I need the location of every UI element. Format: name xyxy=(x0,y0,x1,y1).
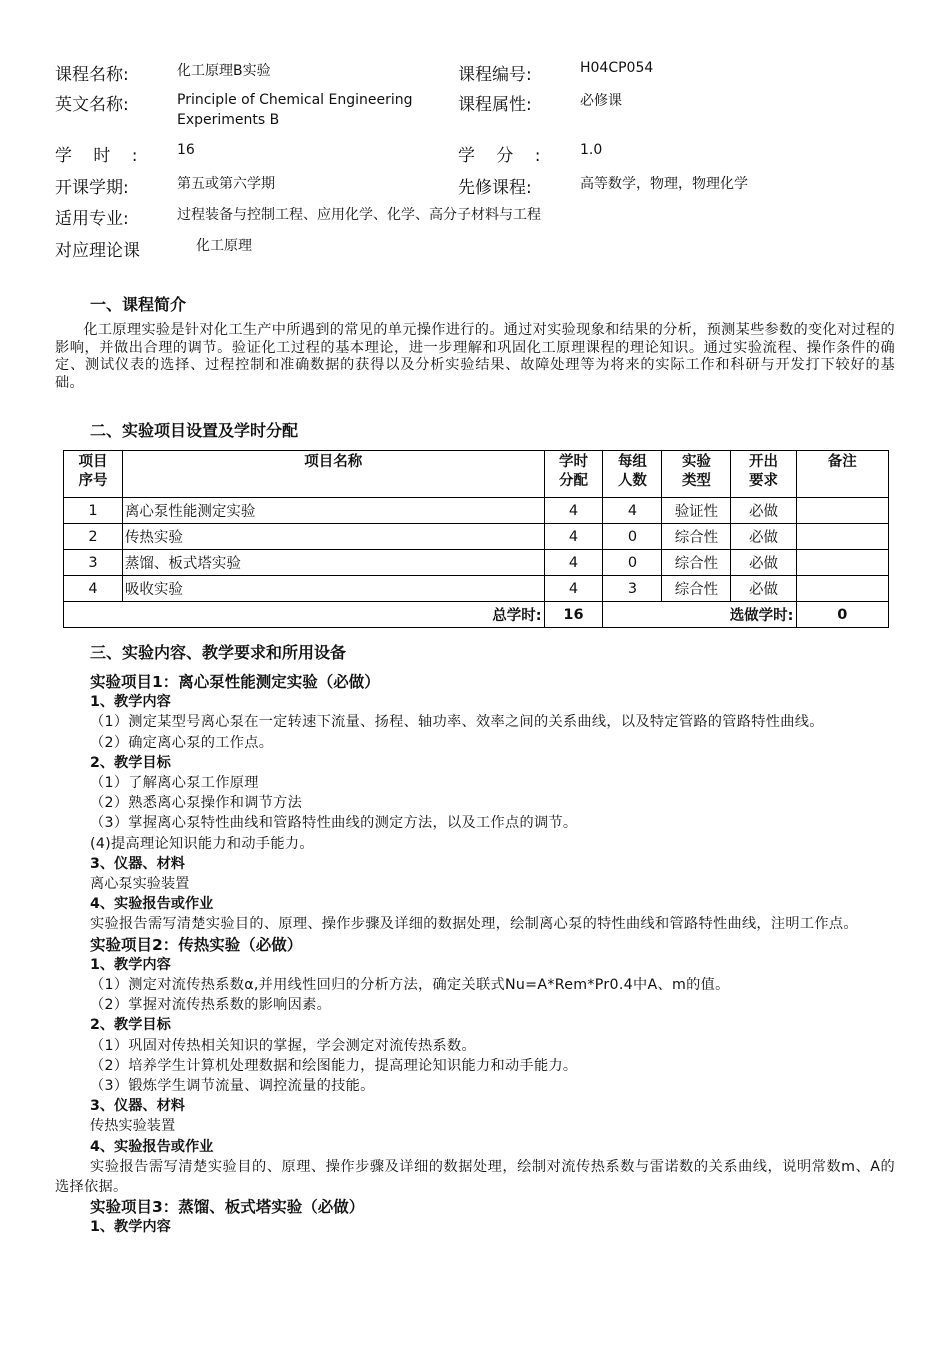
project1-goal-3: （3）掌握离心泵特性曲线和管路特性曲线的测定方法，以及工作点的调节。 xyxy=(90,815,578,832)
col-header-name: 项目名称 xyxy=(122,451,544,498)
course-attr-value: 必修课 xyxy=(580,93,622,109)
hours-value: 16 xyxy=(177,142,195,158)
prereq-value: 高等数学，物理，物理化学 xyxy=(580,176,748,192)
cell-no: 3 xyxy=(64,550,123,576)
project2-equipment: 传热实验装置 xyxy=(90,1118,176,1135)
project1-goal-1: （1）了解离心泵工作原理 xyxy=(90,775,259,792)
project1-report: 实验报告需写清楚实验目的、原理、操作步骤及详细的数据处理，绘制离心泵的特性曲线和管路特性曲线，注明工作点。 xyxy=(90,916,858,933)
cell-no: 4 xyxy=(64,576,123,602)
project1-goal-4: (4)提高理论知识能力和动手能力。 xyxy=(90,835,314,852)
table-row xyxy=(64,550,889,576)
project2-report-heading: 4、实验报告或作业 xyxy=(90,1138,214,1155)
english-name-value: Principle of Chemical Engineering Experiments B xyxy=(177,92,413,128)
cell-name: 传热实验 xyxy=(122,524,544,550)
table-header-row xyxy=(64,451,889,498)
theory-course-value: 化工原理 xyxy=(196,238,252,254)
course-code-label: 课程编号: xyxy=(458,65,532,85)
credit-label: 学 分 : xyxy=(458,146,549,166)
section3-title: 三、实验内容、教学要求和所用设备 xyxy=(90,643,347,662)
cell-note xyxy=(796,524,889,550)
major-value: 过程装备与控制工程、应用化学、化学、高分子材料与工程 xyxy=(177,207,541,223)
total-hours-label: 总学时: xyxy=(64,602,545,628)
cell-group: 0 xyxy=(603,524,662,550)
cell-name: 蒸馏、板式塔实验 xyxy=(122,550,544,576)
project1-goal-2: （2）熟悉离心泵操作和调节方法 xyxy=(90,795,303,812)
project1-content-1: （1）测定某型号离心泵在一定转速下流量、扬程、轴功率、效率之间的关系曲线，以及特定管路的管路特性曲线。 xyxy=(90,714,824,731)
table-total-row xyxy=(64,602,889,628)
cell-note xyxy=(796,576,889,602)
section1-title: 一、课程简介 xyxy=(90,295,187,314)
english-name-label: 英文名称: xyxy=(55,95,129,115)
course-code-value: H04CP054 xyxy=(580,60,654,76)
cell-req: 必做 xyxy=(731,498,796,524)
project2-equipment-heading: 3、仪器、材料 xyxy=(90,1098,185,1115)
section3-body xyxy=(55,672,895,1238)
project2-goal-2: （2）培养学生计算机处理数据和绘图能力，提高理论知识能力和动手能力。 xyxy=(90,1057,578,1074)
project2-content-1: （1）测定对流传热系数α,并用线性回归的分析方法，确定关联式Nu=A*Rem*Pr0.4中A、m的值。 xyxy=(90,977,730,994)
col-header-type: 实验类型 xyxy=(662,451,731,498)
col-header-no: 项目序号 xyxy=(64,451,123,498)
cell-type: 综合性 xyxy=(662,550,731,576)
section2-title: 二、实验项目设置及学时分配 xyxy=(90,421,299,440)
cell-group: 3 xyxy=(603,576,662,602)
semester-label: 开课学期: xyxy=(55,178,129,198)
table-row xyxy=(64,576,889,602)
project2-report: 实验报告需写清楚实验目的、原理、操作步骤及详细的数据处理，绘制对流传热系数与雷诺数的关系曲线，说明常数m、A的选择依据。 xyxy=(55,1158,895,1196)
cell-hours: 4 xyxy=(544,498,603,524)
col-header-hours: 学时分配 xyxy=(544,451,603,498)
cell-no: 1 xyxy=(64,498,123,524)
cell-req: 必做 xyxy=(731,550,796,576)
course-name-label: 课程名称: xyxy=(55,65,129,85)
col-header-group: 每组人数 xyxy=(603,451,662,498)
col-header-note: 备注 xyxy=(796,451,889,498)
major-label: 适用专业: xyxy=(55,209,129,229)
project2-goal-1: （1）巩固对传热相关知识的掌握，学会测定对流传热系数。 xyxy=(90,1037,477,1054)
project-table xyxy=(63,450,889,628)
project1-report-heading: 4、实验报告或作业 xyxy=(90,896,214,913)
project1-equipment-heading: 3、仪器、材料 xyxy=(90,855,185,872)
cell-req: 必做 xyxy=(731,524,796,550)
project1-equipment: 离心泵实验装置 xyxy=(90,876,190,893)
cell-no: 2 xyxy=(64,524,123,550)
cell-hours: 4 xyxy=(544,576,603,602)
credit-value: 1.0 xyxy=(580,142,603,158)
course-name-value: 化工原理B实验 xyxy=(177,63,271,79)
project3-title: 实验项目3：蒸馏、板式塔实验（必做） xyxy=(90,1198,365,1217)
cell-note xyxy=(796,550,889,576)
project2-goal-heading: 2、教学目标 xyxy=(90,1017,171,1034)
project1-content-2: （2）确定离心泵的工作点。 xyxy=(90,734,274,751)
semester-value: 第五或第六学期 xyxy=(177,176,275,192)
cell-type: 综合性 xyxy=(662,576,731,602)
project2-content-heading: 1、教学内容 xyxy=(90,956,171,973)
optional-hours-label: 选做学时: xyxy=(603,602,796,628)
optional-hours-value: 0 xyxy=(796,602,889,628)
cell-type: 验证性 xyxy=(662,498,731,524)
cell-req: 必做 xyxy=(731,576,796,602)
course-attr-label: 课程属性: xyxy=(458,95,532,115)
project2-content-2: （2）掌握对流传热系数的影响因素。 xyxy=(90,997,332,1014)
cell-name: 吸收实验 xyxy=(122,576,544,602)
project1-goal-heading: 2、教学目标 xyxy=(90,754,171,771)
project1-content-heading: 1、教学内容 xyxy=(90,694,171,711)
hours-label: 学 时 : xyxy=(55,146,146,166)
section1-text: 化工原理实验是针对化工生产中所遇到的常见的单元操作进行的。通过对实验现象和结果的分析，预测某些参数的变化对过程的影响，并做出合理的调节。验证化工过程的基本理论，进一步理解和巩固化工原理课程的理论知识。通过实验流程、操作条件的确定、测试仪表的选择、过程控制和准确数据的获得以及分析实验结果、故障处理等为将来的实际工作和科研与开发打下较好的基础。 xyxy=(55,322,895,391)
cell-note xyxy=(796,498,889,524)
cell-group: 0 xyxy=(603,550,662,576)
project3-content-heading: 1、教学内容 xyxy=(90,1219,171,1236)
prereq-label: 先修课程: xyxy=(458,178,532,198)
project2-title: 实验项目2：传热实验（必做） xyxy=(90,935,303,954)
project2-goal-3: （3）锻炼学生调节流量、调控流量的技能。 xyxy=(90,1078,375,1095)
theory-course-label: 对应理论课 xyxy=(55,241,140,261)
cell-type: 综合性 xyxy=(662,524,731,550)
cell-name: 离心泵性能测定实验 xyxy=(122,498,544,524)
project1-title: 实验项目1：离心泵性能测定实验（必做） xyxy=(90,673,380,691)
cell-hours: 4 xyxy=(544,550,603,576)
cell-group: 4 xyxy=(603,498,662,524)
total-hours-value: 16 xyxy=(544,602,603,628)
col-header-req: 开出要求 xyxy=(731,451,796,498)
table-row xyxy=(64,524,889,550)
cell-hours: 4 xyxy=(544,524,603,550)
table-row xyxy=(64,498,889,524)
